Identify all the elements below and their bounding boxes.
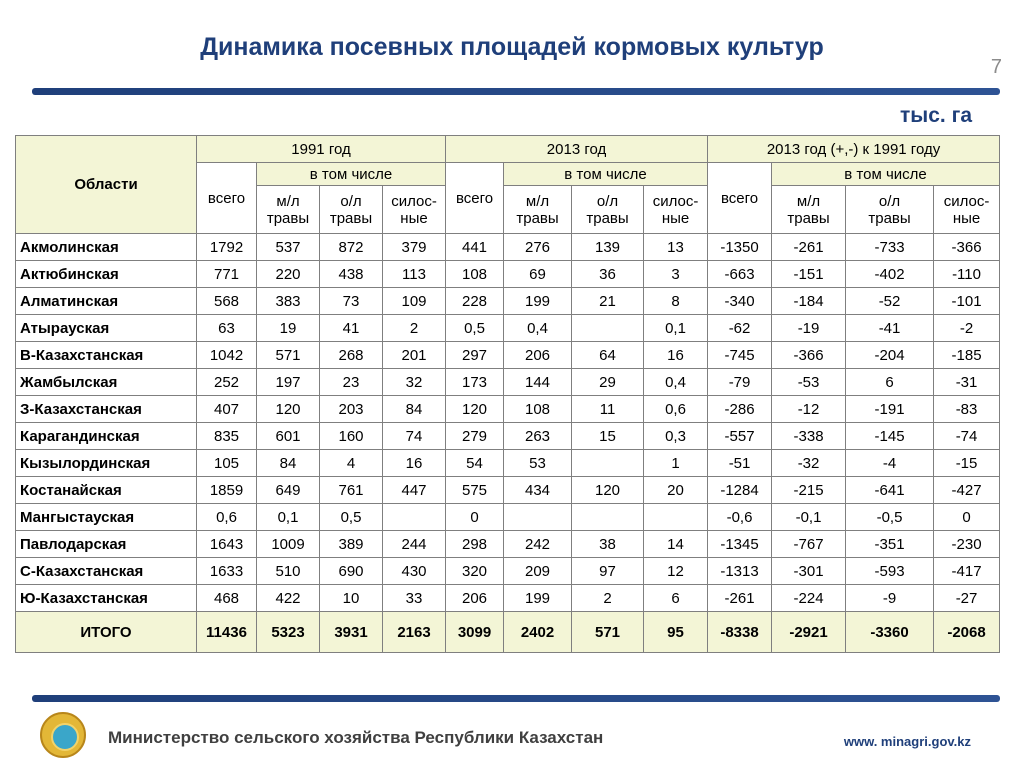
value-cell: 23 (320, 369, 383, 396)
value-cell: 263 (504, 423, 572, 450)
region-name-cell: Кызылординская (16, 450, 197, 477)
total-value-cell: 95 (644, 612, 708, 653)
header-group-1991: 1991 год (197, 136, 446, 163)
value-cell: 0,5 (320, 504, 383, 531)
value-cell: -366 (934, 234, 1000, 261)
website-link[interactable]: www. minagri.gov.kz (843, 734, 971, 749)
value-cell: 10 (320, 585, 383, 612)
region-name-cell: Ю-Казахстанская (16, 585, 197, 612)
value-cell: 74 (383, 423, 446, 450)
value-cell: 379 (383, 234, 446, 261)
table-row (16, 504, 1000, 531)
table-row (16, 369, 1000, 396)
header-ml-change: м/л травы (772, 186, 846, 234)
value-cell: -79 (708, 369, 772, 396)
value-cell: -224 (772, 585, 846, 612)
value-cell (572, 504, 644, 531)
value-cell: -145 (846, 423, 934, 450)
value-cell: 1792 (197, 234, 257, 261)
table-row (16, 234, 1000, 261)
value-cell: -53 (772, 369, 846, 396)
value-cell: 252 (197, 369, 257, 396)
region-name-cell: Атырауская (16, 315, 197, 342)
value-cell: 15 (572, 423, 644, 450)
value-cell: 36 (572, 261, 644, 288)
region-name-cell: З-Казахстанская (16, 396, 197, 423)
value-cell: -9 (846, 585, 934, 612)
value-cell: 199 (504, 288, 572, 315)
region-name-cell: Актюбинская (16, 261, 197, 288)
kazakhstan-emblem-icon (40, 712, 86, 758)
table-row (16, 585, 1000, 612)
value-cell: 279 (446, 423, 504, 450)
value-cell: -1350 (708, 234, 772, 261)
value-cell: 2 (383, 315, 446, 342)
value-cell: 206 (446, 585, 504, 612)
value-cell: 97 (572, 558, 644, 585)
page-title: Динамика посевных площадей кормовых культур (200, 33, 824, 61)
region-name-cell: Акмолинская (16, 234, 197, 261)
value-cell: -110 (934, 261, 1000, 288)
total-value-cell: 3931 (320, 612, 383, 653)
value-cell: 0 (934, 504, 1000, 531)
value-cell: -261 (708, 585, 772, 612)
region-name-cell: Костанайская (16, 477, 197, 504)
value-cell: -1345 (708, 531, 772, 558)
total-value-cell: -8338 (708, 612, 772, 653)
header-sil-2013: силос- ные (644, 186, 708, 234)
value-cell: 1 (644, 450, 708, 477)
value-cell: -151 (772, 261, 846, 288)
value-cell: 3 (644, 261, 708, 288)
value-cell: 575 (446, 477, 504, 504)
value-cell: -641 (846, 477, 934, 504)
value-cell: -1313 (708, 558, 772, 585)
header-including-1991: в том числе (257, 163, 446, 186)
value-cell: 120 (572, 477, 644, 504)
total-value-cell: -2921 (772, 612, 846, 653)
value-cell: 206 (504, 342, 572, 369)
value-cell: 173 (446, 369, 504, 396)
value-cell: -593 (846, 558, 934, 585)
value-cell: 14 (644, 531, 708, 558)
total-label-cell: ИТОГО (16, 612, 197, 653)
value-cell: 54 (446, 450, 504, 477)
value-cell: -663 (708, 261, 772, 288)
region-name-cell: С-Казахстанская (16, 558, 197, 585)
header-ml-2013: м/л травы (504, 186, 572, 234)
region-name-cell: Алматинская (16, 288, 197, 315)
value-cell: 537 (257, 234, 320, 261)
value-cell: 84 (383, 396, 446, 423)
value-cell: 209 (504, 558, 572, 585)
value-cell: -204 (846, 342, 934, 369)
header-ol-1991: о/л травы (320, 186, 383, 234)
value-cell: -51 (708, 450, 772, 477)
header-group-change: 2013 год (+,-) к 1991 году (708, 136, 1000, 163)
value-cell: 447 (383, 477, 446, 504)
value-cell: 6 (644, 585, 708, 612)
value-cell: -338 (772, 423, 846, 450)
header-group-2013: 2013 год (446, 136, 708, 163)
value-cell: 69 (504, 261, 572, 288)
table-row (16, 531, 1000, 558)
total-value-cell: -2068 (934, 612, 1000, 653)
value-cell: 407 (197, 396, 257, 423)
value-cell: 422 (257, 585, 320, 612)
value-cell: 568 (197, 288, 257, 315)
table-row (16, 288, 1000, 315)
value-cell: 430 (383, 558, 446, 585)
value-cell: 160 (320, 423, 383, 450)
value-cell: 73 (320, 288, 383, 315)
value-cell: -0,1 (772, 504, 846, 531)
value-cell: -32 (772, 450, 846, 477)
value-cell: 438 (320, 261, 383, 288)
value-cell: 197 (257, 369, 320, 396)
value-cell: 601 (257, 423, 320, 450)
header-including-2013: в том числе (504, 163, 708, 186)
value-cell: -286 (708, 396, 772, 423)
value-cell: 64 (572, 342, 644, 369)
value-cell: 16 (383, 450, 446, 477)
value-cell: -12 (772, 396, 846, 423)
value-cell: 16 (644, 342, 708, 369)
region-name-cell: Жамбылская (16, 369, 197, 396)
value-cell: 228 (446, 288, 504, 315)
value-cell: 41 (320, 315, 383, 342)
header-ol-change: о/л травы (846, 186, 934, 234)
value-cell: -230 (934, 531, 1000, 558)
value-cell: -417 (934, 558, 1000, 585)
total-value-cell: 11436 (197, 612, 257, 653)
header-sil-change: силос- ные (934, 186, 1000, 234)
value-cell: -62 (708, 315, 772, 342)
value-cell: 771 (197, 261, 257, 288)
table-body (16, 234, 1000, 653)
value-cell: 0,4 (644, 369, 708, 396)
header-total-change: всего (708, 163, 772, 234)
value-cell: -215 (772, 477, 846, 504)
value-cell: 38 (572, 531, 644, 558)
value-cell: 0,3 (644, 423, 708, 450)
region-name-cell: Мангыстауская (16, 504, 197, 531)
value-cell: 268 (320, 342, 383, 369)
header-regions: Области (16, 136, 197, 234)
value-cell: -15 (934, 450, 1000, 477)
value-cell: -557 (708, 423, 772, 450)
value-cell: 872 (320, 234, 383, 261)
value-cell: 6 (846, 369, 934, 396)
value-cell: 108 (446, 261, 504, 288)
table-header (16, 136, 1000, 234)
value-cell: -0,6 (708, 504, 772, 531)
value-cell: 11 (572, 396, 644, 423)
value-cell: 144 (504, 369, 572, 396)
value-cell: 690 (320, 558, 383, 585)
value-cell: -74 (934, 423, 1000, 450)
value-cell: -2 (934, 315, 1000, 342)
header-ml-1991: м/л травы (257, 186, 320, 234)
value-cell: 105 (197, 450, 257, 477)
value-cell (504, 504, 572, 531)
table-row (16, 477, 1000, 504)
value-cell: -301 (772, 558, 846, 585)
value-cell: 29 (572, 369, 644, 396)
value-cell: 32 (383, 369, 446, 396)
value-cell: 761 (320, 477, 383, 504)
forage-crops-table (15, 135, 1000, 653)
table-row (16, 450, 1000, 477)
total-value-cell: 571 (572, 612, 644, 653)
value-cell: -184 (772, 288, 846, 315)
value-cell: 21 (572, 288, 644, 315)
value-cell: 120 (446, 396, 504, 423)
value-cell: 276 (504, 234, 572, 261)
value-cell: 242 (504, 531, 572, 558)
value-cell: -19 (772, 315, 846, 342)
total-row (16, 612, 1000, 653)
value-cell: 835 (197, 423, 257, 450)
value-cell: 8 (644, 288, 708, 315)
value-cell: -83 (934, 396, 1000, 423)
value-cell: 571 (257, 342, 320, 369)
value-cell: 120 (257, 396, 320, 423)
value-cell: 468 (197, 585, 257, 612)
total-value-cell: 2163 (383, 612, 446, 653)
value-cell: -191 (846, 396, 934, 423)
value-cell: -767 (772, 531, 846, 558)
value-cell: 109 (383, 288, 446, 315)
value-cell: 298 (446, 531, 504, 558)
value-cell: 383 (257, 288, 320, 315)
value-cell: 33 (383, 585, 446, 612)
value-cell: 1042 (197, 342, 257, 369)
header-sil-1991: силос- ные (383, 186, 446, 234)
bottom-divider (32, 695, 1000, 702)
region-name-cell: В-Казахстанская (16, 342, 197, 369)
ministry-name: Министерство сельского хозяйства Республики Казахстан (108, 728, 604, 747)
value-cell: -101 (934, 288, 1000, 315)
value-cell: -745 (708, 342, 772, 369)
units-label: тыс. га (900, 104, 972, 127)
value-cell: 244 (383, 531, 446, 558)
total-value-cell: 5323 (257, 612, 320, 653)
value-cell: 0,4 (504, 315, 572, 342)
value-cell: -1284 (708, 477, 772, 504)
value-cell: 4 (320, 450, 383, 477)
value-cell (572, 315, 644, 342)
value-cell: 201 (383, 342, 446, 369)
value-cell: 0,6 (197, 504, 257, 531)
value-cell: -733 (846, 234, 934, 261)
value-cell: -27 (934, 585, 1000, 612)
value-cell: -366 (772, 342, 846, 369)
region-name-cell: Павлодарская (16, 531, 197, 558)
value-cell: 84 (257, 450, 320, 477)
total-value-cell: -3360 (846, 612, 934, 653)
value-cell: 0,5 (446, 315, 504, 342)
total-value-cell: 2402 (504, 612, 572, 653)
table-row (16, 342, 1000, 369)
value-cell: 53 (504, 450, 572, 477)
value-cell: 63 (197, 315, 257, 342)
value-cell: 389 (320, 531, 383, 558)
value-cell: 0,6 (644, 396, 708, 423)
value-cell: -4 (846, 450, 934, 477)
value-cell: -52 (846, 288, 934, 315)
table-row (16, 558, 1000, 585)
value-cell (572, 450, 644, 477)
value-cell: -427 (934, 477, 1000, 504)
header-ol-2013: о/л травы (572, 186, 644, 234)
value-cell: 12 (644, 558, 708, 585)
value-cell: 0 (446, 504, 504, 531)
value-cell: 20 (644, 477, 708, 504)
table-row (16, 423, 1000, 450)
value-cell: 13 (644, 234, 708, 261)
value-cell: 203 (320, 396, 383, 423)
value-cell (383, 504, 446, 531)
value-cell: 320 (446, 558, 504, 585)
value-cell: -31 (934, 369, 1000, 396)
value-cell (644, 504, 708, 531)
value-cell: 139 (572, 234, 644, 261)
value-cell: 0,1 (644, 315, 708, 342)
value-cell: 108 (504, 396, 572, 423)
header-including-change: в том числе (772, 163, 1000, 186)
value-cell: 441 (446, 234, 504, 261)
value-cell: 19 (257, 315, 320, 342)
value-cell: -351 (846, 531, 934, 558)
value-cell: 434 (504, 477, 572, 504)
value-cell: -402 (846, 261, 934, 288)
region-name-cell: Карагандинская (16, 423, 197, 450)
header-total-1991: всего (197, 163, 257, 234)
value-cell: 113 (383, 261, 446, 288)
value-cell: -41 (846, 315, 934, 342)
value-cell: -261 (772, 234, 846, 261)
page-number: 7 (990, 56, 1002, 78)
value-cell: 2 (572, 585, 644, 612)
table-row (16, 261, 1000, 288)
table-row (16, 315, 1000, 342)
value-cell: -0,5 (846, 504, 934, 531)
value-cell: 1859 (197, 477, 257, 504)
table-row (16, 396, 1000, 423)
value-cell: 220 (257, 261, 320, 288)
value-cell: 1009 (257, 531, 320, 558)
value-cell: -340 (708, 288, 772, 315)
total-value-cell: 3099 (446, 612, 504, 653)
value-cell: 1633 (197, 558, 257, 585)
value-cell: 297 (446, 342, 504, 369)
value-cell: 199 (504, 585, 572, 612)
value-cell: 510 (257, 558, 320, 585)
top-divider (32, 88, 1000, 95)
value-cell: 0,1 (257, 504, 320, 531)
value-cell: 1643 (197, 531, 257, 558)
header-total-2013: всего (446, 163, 504, 234)
value-cell: -185 (934, 342, 1000, 369)
value-cell: 649 (257, 477, 320, 504)
